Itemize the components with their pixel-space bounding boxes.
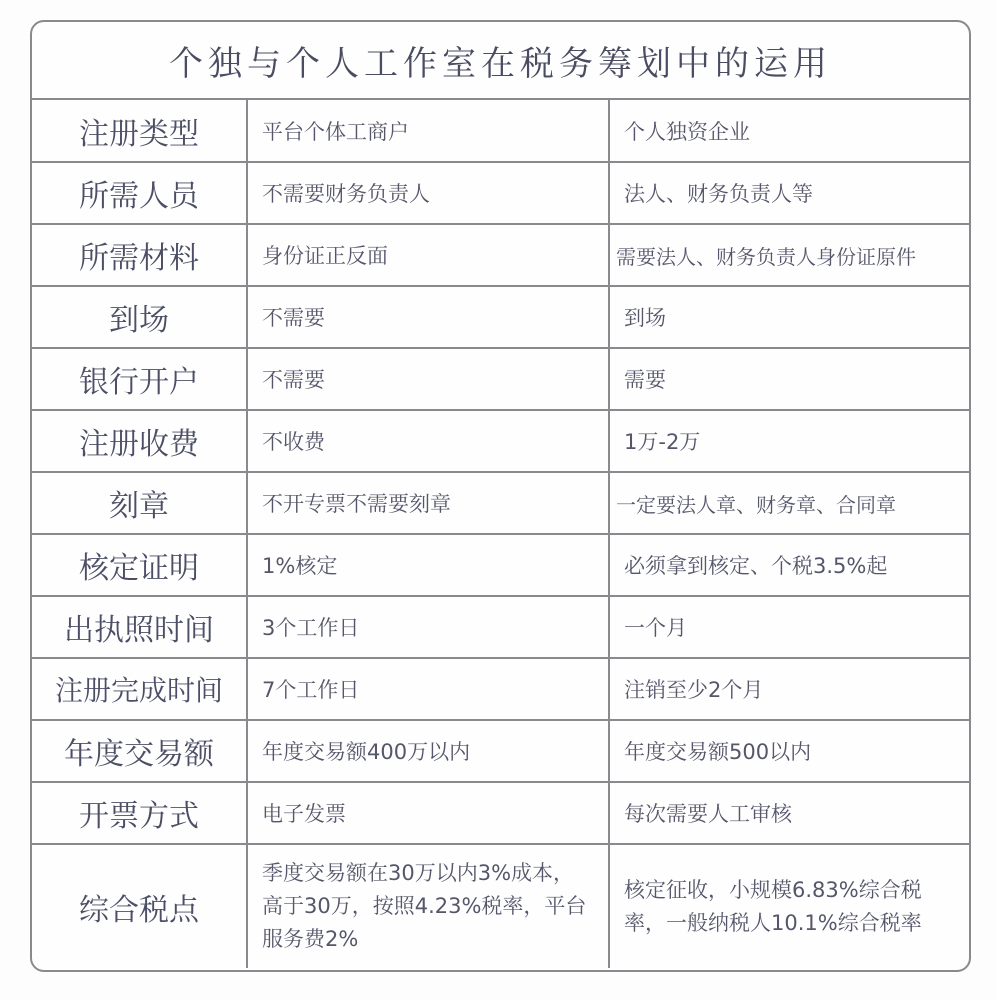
sole-proprietor-cell: 不收费 (247, 410, 609, 472)
row-label: 注册收费 (32, 410, 247, 472)
sole-proprietor-cell: 7个工作日 (247, 658, 609, 720)
individual-enterprise-cell: 到场 (609, 286, 969, 348)
row-label: 到场 (32, 286, 247, 348)
table-row (32, 782, 969, 844)
sole-proprietor-cell: 不需要财务负责人 (247, 162, 609, 224)
table-row (32, 472, 969, 534)
individual-enterprise-cell: 一个月 (609, 596, 969, 658)
individual-enterprise-cell: 1万-2万 (609, 410, 969, 472)
sole-proprietor-cell: 平台个体工商户 (247, 100, 609, 162)
sole-proprietor-cell: 不需要 (247, 286, 609, 348)
table-row (32, 596, 969, 658)
individual-enterprise-cell: 需要法人、财务负责人身份证原件 (609, 224, 969, 286)
sole-proprietor-cell: 不需要 (247, 348, 609, 410)
table-row (32, 720, 969, 782)
table-row (32, 100, 969, 162)
row-label: 出执照时间 (32, 596, 247, 658)
table-row (32, 534, 969, 596)
row-label: 综合税点 (32, 844, 247, 968)
row-label: 开票方式 (32, 782, 247, 844)
individual-enterprise-cell: 年度交易额500以内 (609, 720, 969, 782)
table-row (32, 658, 969, 720)
table-row (32, 162, 969, 224)
row-label: 核定证明 (32, 534, 247, 596)
individual-enterprise-cell: 核定征收，小规模6.83%综合税率，一般纳税人10.1%综合税率 (609, 844, 969, 968)
row-label: 注册类型 (32, 100, 247, 162)
sole-proprietor-cell: 3个工作日 (247, 596, 609, 658)
row-label: 所需材料 (32, 224, 247, 286)
row-label: 所需人员 (32, 162, 247, 224)
individual-enterprise-cell: 一定要法人章、财务章、合同章 (609, 472, 969, 534)
table-row (32, 410, 969, 472)
individual-enterprise-cell: 注销至少2个月 (609, 658, 969, 720)
table-row (32, 286, 969, 348)
row-label: 银行开户 (32, 348, 247, 410)
table-title: 个独与个人工作室在税务筹划中的运用 (32, 22, 969, 100)
individual-enterprise-cell: 必须拿到核定、个税3.5%起 (609, 534, 969, 596)
table-row (32, 348, 969, 410)
row-label: 刻章 (32, 472, 247, 534)
individual-enterprise-cell: 需要 (609, 348, 969, 410)
comparison-table (32, 100, 969, 968)
sole-proprietor-cell: 年度交易额400万以内 (247, 720, 609, 782)
row-label: 年度交易额 (32, 720, 247, 782)
sole-proprietor-cell: 电子发票 (247, 782, 609, 844)
individual-enterprise-cell: 每次需要人工审核 (609, 782, 969, 844)
sole-proprietor-cell: 1%核定 (247, 534, 609, 596)
row-label: 注册完成时间 (32, 658, 247, 720)
sole-proprietor-cell: 不开专票不需要刻章 (247, 472, 609, 534)
table-row (32, 844, 969, 968)
sole-proprietor-cell: 季度交易额在30万以内3%成本，高于30万，按照4.23%税率，平台服务费2% (247, 844, 609, 968)
individual-enterprise-cell: 个人独资企业 (609, 100, 969, 162)
sole-proprietor-cell: 身份证正反面 (247, 224, 609, 286)
comparison-card (30, 20, 971, 972)
individual-enterprise-cell: 法人、财务负责人等 (609, 162, 969, 224)
table-row (32, 224, 969, 286)
